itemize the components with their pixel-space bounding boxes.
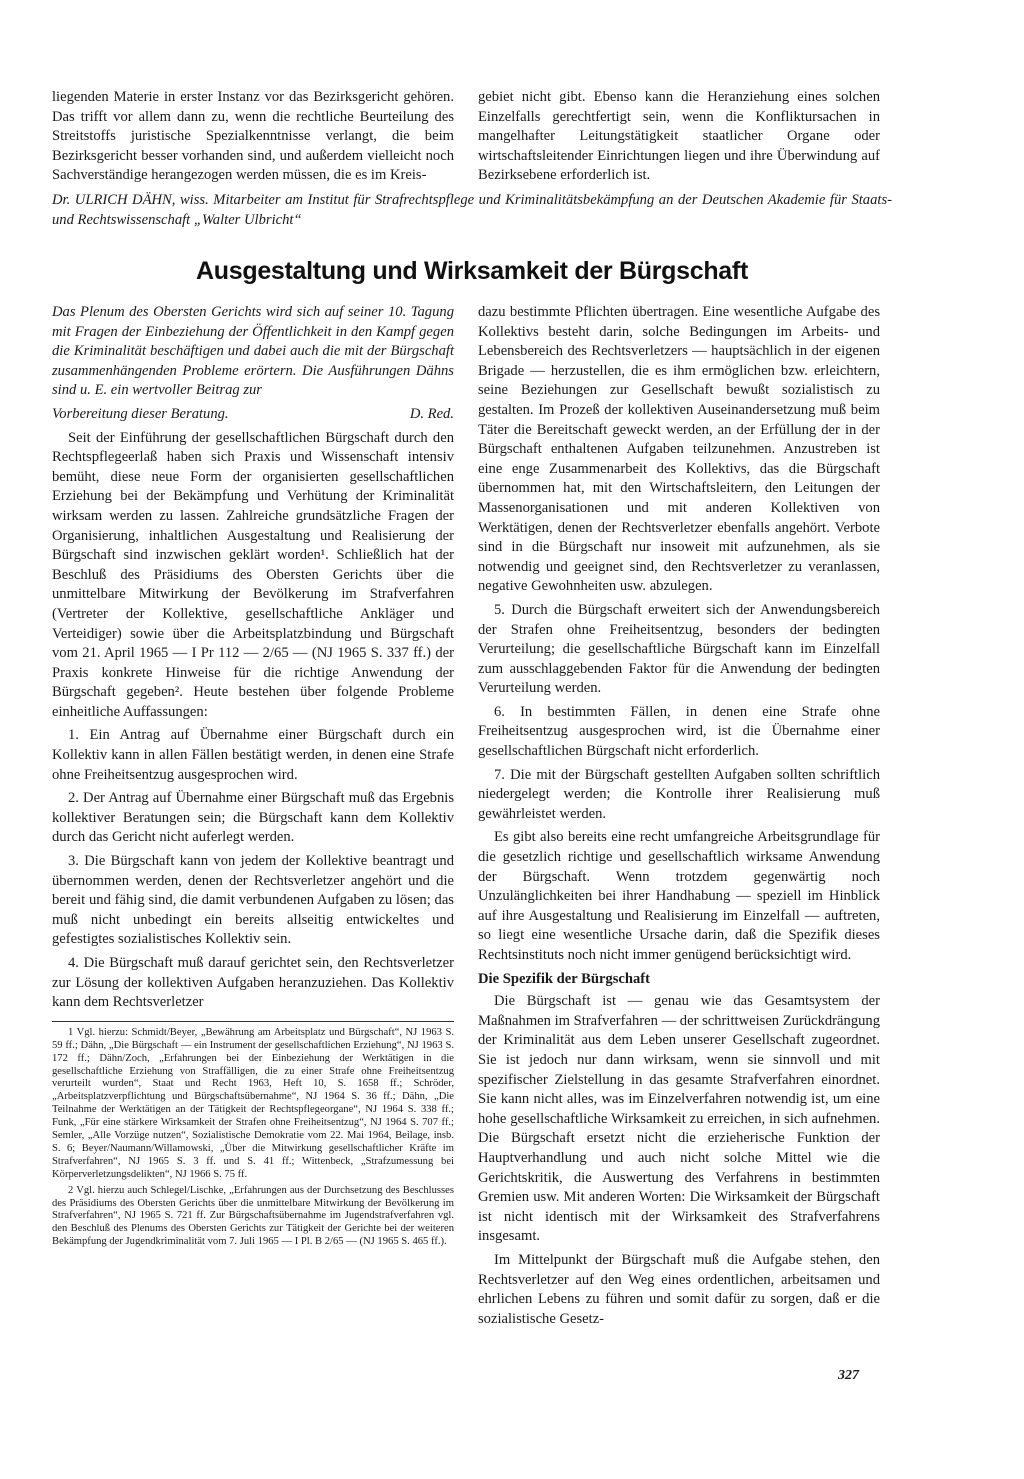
right-paragraph: dazu bestimmte Pflichten übertragen. Eine wesentliche Aufgabe des Kollektivs besteht darin, solche Bedingungen im Arbeits- und Lebensbereich des Rechtsverletzers — hauptsächlich in der eigenen Brigade — herzustellen, die es ihm ermöglichen bzw. erleichtern, seine Beziehungen zur Gesellschaft bewußt sozialistisch zu gestalten. Im Prozeß der kollektiven Auseinandersetzung muß beim Täter die Bereitschaft geweckt werden, an der Erfüllung der in der Bürgschaft enthaltenen Aufgaben teilzunehmen. Anzustreben ist eine enge Zusammenarbeit des Kollektivs, das die Bürgschaft übernommen hat, mit den Wirtschaftsleitern, den Leitungen der Massenorganisationen und mit anderen Kollektiven von Werktätigen, denen der Rechtsverletzer ebenfalls angehört. Verbote sind in die Bürgschaft nur insoweit mit aufzunehmen, als sie notwendig und geeignet sind, den Rechtsverletzer zu veranlassen, negative Gewohnheiten usw. abzulegen. xyxy=(478,304,880,595)
right-paragraph: Es gibt also bereits eine recht umfangreiche Arbeitsgrundlage für die gesetzlich richtige und gesellschaftlich wirksame Anwendung der Bürgschaft. Wenn trotzdem gegenwärtig noch Unzulänglichkeiten bei ihrer Handhabung — speziell im Hinblick auf ihre Ausgestaltung und Realisierung im Einzelfall — auftreten, so liegt eine wesentliche Ursache darin, daß die Spezifik dieses Rechtsinstituts noch nicht immer genügend berücksichtigt wird. xyxy=(478,829,880,963)
left-paragraph: Seit der Einführung der gesellschaftlichen Bürgschaft durch den Rechtspflegeerlaß haben sich Praxis und Wissenschaft intensiv bemüht, diese neue Form der organisierten gesellschaftlichen Erziehung bei der Bekämpfung und Verhütung der Kriminalität wirksam werden zu lassen. Zahlreiche grundsätzliche Fragen der Organisierung, inhaltlichen Ausgestaltung und Realisierung der Bürgschaft sind inzwischen geklärt worden¹. Schließlich hat der Beschluß des Präsidiums des Obersten Gerichts über die unmittelbare Mitwirkung der Bevölkerung im Strafverfahren (Vertreter der Kollektive, gesellschaftliche Ankläger und Verteidiger) sowie über die Arbeitsplatzbindung und Bürgschaft vom 21. April 1965 — I Pr 112 — 2/65 — (NJ 1965 S. 337 ff.) der Praxis konkrete Hinweise für die richtige Anwendung der Bürgschaft gegeben². Heute bestehen über folgende Probleme einheitliche Auffassungen: xyxy=(52,429,454,720)
editor-signature: D. Red. xyxy=(409,405,454,422)
list-item-7: 7. Die mit der Bürgschaft gestellten Aufgaben sollten schriftlich niedergelegt werden; die Kontrolle ihrer Realisierung muß gewährleistet werden. xyxy=(478,766,880,822)
list-item-5: 5. Durch die Bürgschaft erweitert sich der Anwendungsbereich der Strafen ohne Freiheitsentzug, besonders der bedingten Verurteilung; die gesellschaftliche Bürgschaft kann im Einzelfall zum ausschlaggebenden Faktor für die Anwendung der bedingten Verurteilung werden. xyxy=(478,601,880,697)
list-item-4: 4. Die Bürgschaft muß darauf gerichtet sein, den Rechtsverletzer zur Lösung der kollektiven Aufgaben heranzuziehen. Das Kollektiv kann dem Rechtsverletzer xyxy=(52,955,454,1011)
page-number: 327 xyxy=(838,1368,859,1383)
footnotes xyxy=(52,1021,454,1249)
left-column xyxy=(52,303,454,1252)
editor-note-text: Das Plenum des Obersten Gerichts wird sich auf seiner 10. Tagung mit Fragen der Einbeziehung der Öffentlichkeit in den Kampf gegen die Kriminalität beschäftigen und dabei auch die mit der Bürgschaft zusammenhängenden Probleme erörtern. Die Ausführungen Dähns sind u. E. ein wertvoller Beitrag zur xyxy=(52,304,454,399)
list-item-3: 3. Die Bürgschaft kann von jedem der Kollektive beantragt und übernommen werden, denen der Rechtsverletzer angehört und die bereit und fähig sind, die damit verbundenen Aufgaben zu lösen; das muß nicht unbedingt ein bereits allseitig entwickeltes und gefestigtes sozialistisches Kollektiv sein. xyxy=(52,853,454,948)
author-byline: Dr. ULRICH DÄHN, wiss. Mitarbeiter am Institut für Strafrechtspflege und Kriminalitätsbekämpfung an der Deutschen Akademie für Staats- und Rechtswissenschaft „Walter Ulbricht“ xyxy=(52,192,892,228)
list-item-1: 1. Ein Antrag auf Übernahme einer Bürgschaft durch ein Kollektiv kann in allen Fällen bestätigt werden, in denen eine Strafe ohne Freiheitsentzug ausgesprochen wird. xyxy=(52,727,454,783)
footnote-1: 1 Vgl. hierzu: Schmidt/Beyer, „Bewährung am Arbeitsplatz und Bürgschaft“, NJ 1963 S. 59 ff.; Dähn, „Die Bürgschaft — ein Instrument der gesellschaftlichen Erziehung“, NJ 1963 S. 172 ff.; Dähn/Zoch, „Erfahrungen bei der Einbeziehung der Werktätigen in die gesellschaftliche Erziehung von Straffälligen, die zu einer Strafe ohne Freiheitsentzug verurteilt wurden“, Staat und Recht 1963, Heft 10, S. 1658 ff.; Schröder, „Arbeitsplatzverpflichtung und Bürgschaftsübernahme“, NJ 1964 S. 36 ff.; Dähn, „Die Teilnahme der Werktätigen an der Tätigkeit der Rechtspflegeorgane“, NJ 1964 S. 338 ff.; Funk, „Für eine stärkere Wirksamkeit der Strafen ohne Freiheitsentzug“, NJ 1964 S. 707 ff.; Semler, „Alle Vorzüge nutzen“, Sozialistische Demokratie vom 22. Mai 1964, Beilage, insb. S. 6; Beyer/Naumann/Willamowski, „Über die Mitwirkung gesellschaftlicher Kräfte im Strafverfahren“, NJ 1965 S. 3 ff. und S. 41 ff.; Wittenbeck, „Strafzumessung bei Körperverletzungsdelikten“, NJ 1966 S. 75 ff. xyxy=(52,1026,454,1180)
editor-note-last-line xyxy=(52,405,454,425)
top-right-paragraph: gebiet nicht gibt. Ebenso kann die Heranziehung eines solchen Einzelfalls gerechtfertigt sein, wenn die Konfliktursachen in mangelhafter Leitungstätigkeit staatlicher Organe oder wirtschaftsleitender Einrichtungen liegen und ihre Überwindung auf Bezirksebene erforderlich ist. xyxy=(478,89,880,184)
top-left-paragraph: liegenden Materie in erster Instanz vor das Bezirksgericht gehören. Das trifft vor allem dann zu, wenn die rechtliche Beurteilung des Streitstoffs juristische Spezialkenntnisse verlangt, die beim Bezirksgericht besser vorhanden sind, und außerdem vielleicht noch Sachverständige herangezogen werden müssen, die es im Kreis- xyxy=(52,89,454,184)
top-left-column xyxy=(52,88,454,190)
article-title: Ausgestaltung und Wirksamkeit der Bürgschaft xyxy=(196,257,748,285)
editor-note-closing: Vorbereitung dieser Beratung. xyxy=(52,405,229,422)
list-item-6: 6. In bestimmten Fällen, in denen eine Strafe ohne Freiheitsentzug ausgesprochen wird, ist die Übernahme einer gesellschaftlichen Bürgschaft nicht erforderlich. xyxy=(478,703,880,760)
right-paragraph: Im Mittelpunkt der Bürgschaft muß die Aufgabe stehen, den Rechtsverletzer auf den Weg eines ordentlichen, arbeitsamen und ehrlichen Lebens zu führen und somit dafür zu sorgen, daß er die sozialistische Gesetz- xyxy=(478,1251,880,1327)
footnote-rule xyxy=(52,1021,454,1022)
right-paragraph: Die Bürgschaft ist — genau wie das Gesamtsystem der Maßnahmen im Strafverfahren — der schrittweisen Zurückdrängung der Kriminalität aus dem Leben unserer Gesellschaft zugeordnet. Sie ist jedoch nur dann wirksam, wenn sie sinnvoll und mit spezifischer Zielstellung in das gesamte Strafverfahren einordnet. Sie kann nicht alles, was im Einzelverfahren notwendig ist, um eine hohe gesellschaftliche Wirksamkeit zu erreichen, in sich aufnehmen. Die Bürgschaft ersetzt nicht die erzieherische Funktion der Hauptverhandlung und auch nicht solche Mittel wie die Gerichtskritik, die Auswertung des Verfahrens in bestimmten Gremien usw. Mit anderen Worten: Die Wirksamkeit der Bürgschaft ist nicht identisch mit der Wirksamkeit des Strafverfahrens insgesamt. xyxy=(478,993,881,1245)
top-right-column xyxy=(478,88,880,190)
section-heading: Die Spezifik der Bürgschaft xyxy=(478,970,651,987)
right-column xyxy=(478,303,880,1333)
list-item-2: 2. Der Antrag auf Übernahme einer Bürgschaft muß das Ergebnis kollektiver Beratungen sein; die Bürgschaft kann dem Kollektiv durch das Gericht nicht auferlegt werden. xyxy=(52,790,454,846)
footnote-2: 2 Vgl. hierzu auch Schlegel/Lischke, „Erfahrungen aus der Durchsetzung des Beschlusses des Präsidiums des Obersten Gerichts über die unmittelbare Mitwirkung der Bevölkerung im Strafverfahren“, NJ 1965 S. 721 ff. Zur Bürgschaftsübernahme im Jugendstrafverfahren vgl. den Beschluß des Plenums des Obersten Gerichts zur Tätigkeit der Gerichte bei der weiteren Bekämpfung der Jugendkriminalität vom 7. Juli 1965 — I Pl. B 2/65 — (NJ 1965 S. 465 ff.). xyxy=(52,1184,454,1248)
editor-note xyxy=(52,303,454,425)
